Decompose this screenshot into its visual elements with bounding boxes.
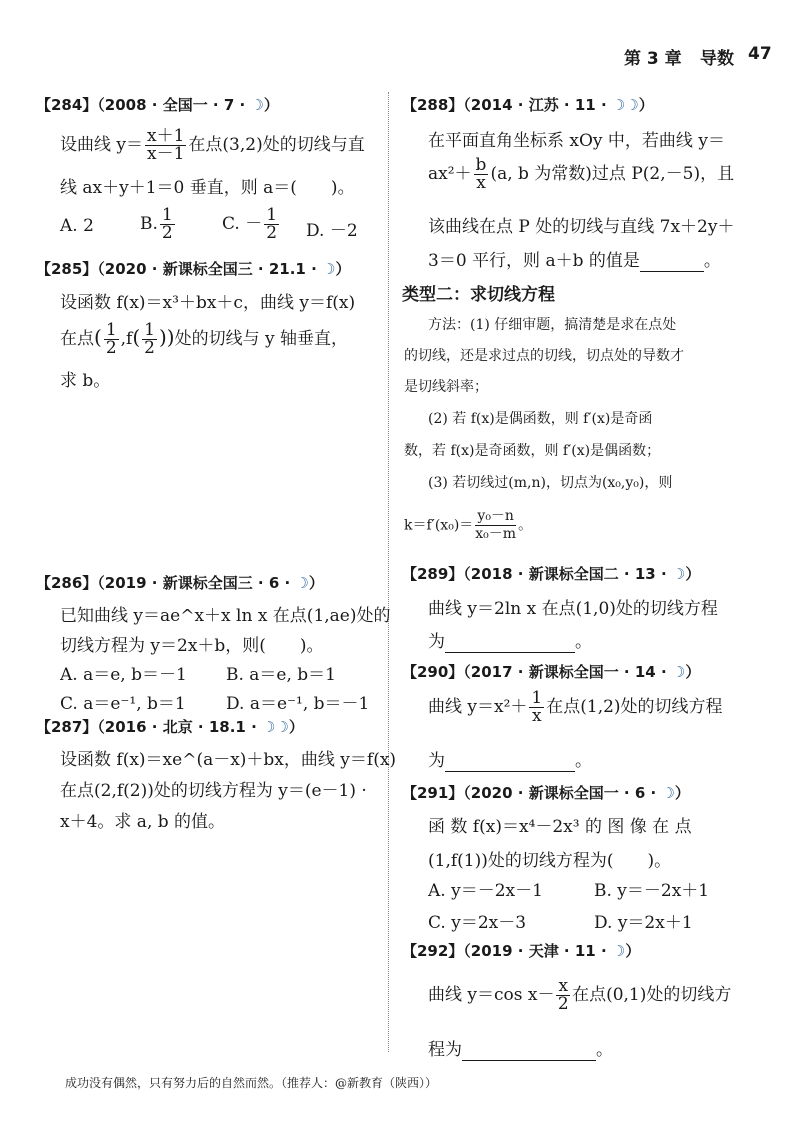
problem-286-tag: 【286】（2019 · 新课标全国三 · 6 · ☽） bbox=[36, 574, 324, 592]
method-line-6: (3) 若切线过(m,n)，切点为(x₀,y₀)，则 bbox=[428, 475, 673, 491]
crescent-moon-icon: ☽ bbox=[611, 942, 626, 960]
problem-290-tag: 【290】（2017 · 新课标全国一 · 14 · ☽） bbox=[402, 663, 701, 681]
problem-288-line4: 3＝0 平行，则 a＋b 的值是 。 bbox=[428, 251, 721, 271]
crescent-moon-icon: ☽☽ bbox=[611, 96, 639, 114]
crescent-moon-icon: ☽ bbox=[661, 784, 675, 802]
problem-284-tag: 【284】（2008 · 全国一 · 7 · ☽） bbox=[36, 96, 279, 114]
problem-286-option-a: A. a＝e, b＝－1 bbox=[60, 665, 187, 685]
problem-285-line1: 设函数 f(x)＝x³＋bx＋c，曲线 y＝f(x) bbox=[60, 293, 356, 313]
crescent-moon-icon: ☽ bbox=[671, 663, 686, 681]
crescent-moon-icon: ☽ bbox=[295, 574, 309, 592]
problem-287-line1: 设函数 f(x)＝xe^(a－x)＋bx，曲线 y＝f(x) bbox=[60, 750, 397, 770]
problem-285-line2: 在点( $\frac{1}{2}$ ,f( $\frac{1}{2}$ ))处的切线与 y 轴垂直， bbox=[60, 320, 349, 358]
problem-284-option-a: A. 2 bbox=[60, 216, 94, 236]
problem-284-line1: 设曲线 y＝ $\frac{x+1}{x-1}$ 在点(3,2)处的切线与直 bbox=[60, 126, 365, 164]
problem-291-option-b: B. y＝－2x＋1 bbox=[594, 881, 710, 901]
problem-288-line2: ax²＋ $\frac{b}{x}$ (a, b 为常数)过点 P(2,－5)，且 bbox=[428, 155, 735, 193]
problem-288-line1: 在平面直角坐标系 xOy 中，若曲线 y＝ bbox=[428, 131, 725, 151]
problem-285-line3: 求 b。 bbox=[60, 371, 111, 391]
method-line-4: (2) 若 f(x)是偶函数，则 f′(x)是奇函 bbox=[428, 411, 653, 427]
chapter-label: 第 3 章 bbox=[624, 49, 682, 69]
answer-blank bbox=[462, 1040, 596, 1061]
problem-289-line2: 为 。 bbox=[428, 632, 592, 652]
problem-291-option-a: A. y＝－2x－1 bbox=[428, 881, 543, 901]
problem-285-tag: 【285】（2020 · 新课标全国三 · 21.1 · ☽） bbox=[36, 260, 351, 278]
problem-290-line2: 为 。 bbox=[428, 751, 592, 771]
problem-290-line1: 曲线 y＝x²＋ $\frac{1}{x}$ 在点(1,2)处的切线方程 bbox=[428, 688, 723, 726]
crescent-moon-icon: ☽☽ bbox=[262, 718, 289, 736]
page-number: 47 bbox=[748, 44, 772, 64]
problem-286-line1: 已知曲线 y＝ae^x＋x ln x 在点(1,ae)处的 bbox=[60, 606, 391, 626]
answer-blank bbox=[640, 251, 704, 272]
crescent-moon-icon: ☽ bbox=[322, 260, 336, 278]
problem-287-line3: x＋4。求 a, b 的值。 bbox=[60, 812, 226, 832]
answer-blank bbox=[445, 632, 575, 653]
method-line-1: 方法：(1) 仔细审题，搞清楚是求在点处 bbox=[428, 317, 677, 333]
problem-284-option-d: D. －2 bbox=[306, 221, 358, 241]
problem-284-line2: 线 ax＋y＋1＝0 垂直，则 a＝( )。 bbox=[60, 178, 355, 198]
problem-286-option-d: D. a＝e⁻¹, b＝－1 bbox=[226, 694, 370, 714]
problem-291-tag: 【291】（2020 · 新课标全国一 · 6 · ☽） bbox=[402, 784, 690, 802]
problem-289-line1: 曲线 y＝2ln x 在点(1,0)处的切线方程 bbox=[428, 599, 718, 619]
problem-288-tag: 【288】（2014 · 江苏 · 11 · ☽☽） bbox=[402, 96, 654, 114]
topic-label: 导数 bbox=[700, 49, 734, 69]
problem-287-tag: 【287】（2016 · 北京 · 18.1 · ☽☽） bbox=[36, 718, 304, 736]
method-line-5: 数，若 f(x)是奇函数，则 f′(x)是偶函数； bbox=[404, 443, 661, 459]
problem-291-line2: (1,f(1))处的切线方程为( )。 bbox=[428, 851, 672, 871]
problem-284-option-c: C. － $\frac{1}{2}$ bbox=[222, 205, 278, 243]
crescent-moon-icon: ☽ bbox=[671, 565, 686, 583]
method-line-7: k＝f′(x₀)＝ $\frac{\text{y₀－n}}{\text{x₀－m}}$ 。 bbox=[404, 508, 533, 542]
method-line-2: 的切线，还是求过点的切线，切点处的导数才 bbox=[404, 348, 684, 364]
problem-288-line3: 该曲线在点 P 处的切线与直线 7x＋2y＋ bbox=[428, 217, 735, 237]
problem-292-tag: 【292】（2019 · 天津 · 11 · ☽） bbox=[402, 942, 641, 960]
problem-286-option-c: C. a＝e⁻¹, b＝1 bbox=[60, 694, 186, 714]
footer-quote: 成功没有偶然，只有努力后的自然而然。（推荐人：@新教育（陕西）） bbox=[65, 1076, 438, 1090]
section-title: 类型二：求切线方程 bbox=[402, 285, 555, 305]
problem-284-option-b: B. $\frac{1}{2}$ bbox=[140, 205, 173, 243]
problem-291-line1: 函 数 f(x)＝x⁴－2x³ 的 图 像 在 点 bbox=[428, 817, 692, 837]
crescent-moon-icon: ☽ bbox=[250, 96, 264, 114]
problem-287-line2: 在点(2,f(2))处的切线方程为 y＝(e－1) · bbox=[60, 781, 367, 801]
problem-291-option-d: D. y＝2x＋1 bbox=[594, 913, 693, 933]
problem-286-option-b: B. a＝e, b＝1 bbox=[226, 665, 337, 685]
problem-292-line2: 程为 。 bbox=[428, 1040, 613, 1060]
problem-289-tag: 【289】（2018 · 新课标全国二 · 13 · ☽） bbox=[402, 565, 701, 583]
problem-286-line2: 切线方程为 y＝2x＋b，则( )。 bbox=[60, 636, 324, 656]
problem-292-line1: 曲线 y＝cos x－ $\frac{x}{2}$ 在点(0,1)处的切线方 bbox=[428, 976, 732, 1014]
column-divider bbox=[388, 92, 389, 1052]
problem-291-option-c: C. y＝2x－3 bbox=[428, 913, 527, 933]
method-line-3: 是切线斜率； bbox=[404, 379, 488, 395]
answer-blank bbox=[445, 751, 575, 772]
